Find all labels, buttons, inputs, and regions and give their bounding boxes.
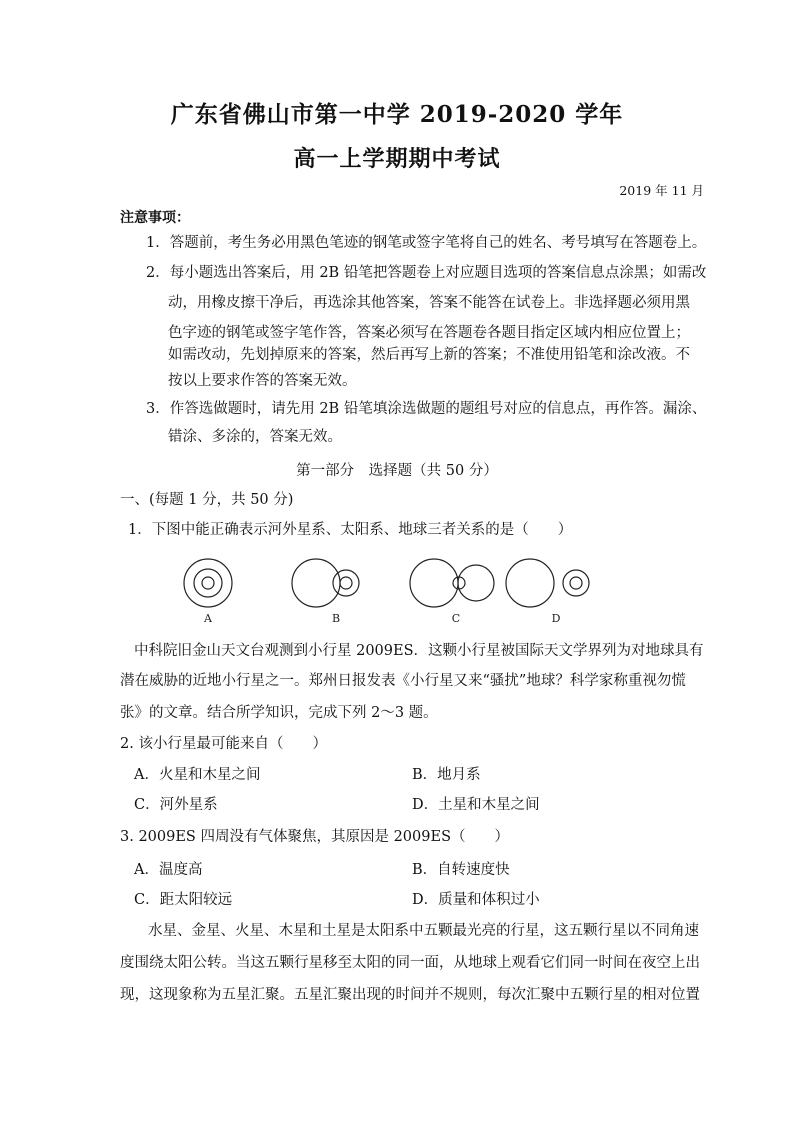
exam-date: 2019 年 11 月: [619, 183, 704, 198]
question-1-figure: [170, 555, 590, 627]
figure-label-c: C: [451, 612, 461, 625]
figure-d-medium-circle: [563, 570, 589, 596]
passage-2-line-3: 现，这现象称为五星汇聚。五星汇聚出现的时间并不规则，每次汇聚中五颗行星的相对位置: [120, 987, 700, 1003]
figure-a-outer-circle: [184, 559, 232, 607]
figure-b-medium-circle: [333, 570, 359, 596]
question-3-option-d: D．质量和体积过小: [412, 892, 540, 908]
exam-title: 广东省佛山市第一中学 2019-2020 学年: [170, 101, 624, 128]
question-2-option-a: A．火星和木星之间: [134, 767, 261, 783]
question-3-option-b: B．自转速度快: [412, 862, 510, 878]
question-1-stem: 1．下图中能正确表示河外星系、太阳系、地球三者关系的是（ ）: [128, 522, 573, 538]
figure-b-small-circle: [340, 577, 352, 589]
figure-a-inner-circle: [202, 577, 214, 589]
passage-2-line-2: 度围绕太阳公转。当这五颗行星移至太阳的同一面，从地球上观看它们同一时间在夜空上出: [120, 955, 700, 971]
question-2-option-c: C．河外星系: [134, 797, 218, 813]
figure-label-b: B: [331, 612, 341, 625]
passage-1-line-1: 中科院旧金山天文台观测到小行星 2009ES．这颗小行星被国际天文学界列为对地球具有: [134, 643, 704, 659]
exam-subtitle: 高一上学期期中考试: [293, 146, 501, 172]
passage-2-line-1: 水星、金星、火星、木星和土星是太阳系中五颗最光亮的行星，这五颗行星以不同角速: [148, 923, 699, 939]
notice-title: 注意事项：: [120, 210, 190, 226]
notice-item-3-line2: 错涂、多涂的，答案无效。: [168, 429, 342, 445]
notice-item-1: 1．答题前，考生务必用黑色笔迹的钢笔或签字笔将自己的姓名、考号填写在答题卷上。: [146, 235, 707, 251]
figure-d-large-circle: [506, 559, 554, 607]
figure-c-left-circle: [410, 559, 458, 607]
figure-label-d: D: [551, 612, 561, 625]
question-2-stem: 2. 该小行星最可能来自（ ）: [120, 736, 327, 752]
passage-1-line-2: 潜在威胁的近地小行星之一。郑州日报发表《小行星又来“骚扰”地球？科学家称重视勿慌: [120, 673, 686, 689]
section-title: 第一部分 选择题（共 50 分）: [296, 463, 498, 479]
notice-item-2-line3: 色字迹的钢笔或签字笔作答，答案必须写在答题卷各题目指定区域内相应位置上；: [168, 325, 690, 341]
figure-a-middle-circle: [194, 569, 222, 597]
question-3-stem: 3. 2009ES 四周没有气体聚焦，其原因是 2009ES（ ）: [120, 829, 509, 845]
notice-item-2-line4: 如需改动，先划掉原来的答案，然后再写上新的答案；不准使用铅笔和涂改液。不: [168, 347, 690, 363]
figure-d-small-circle: [570, 577, 582, 589]
question-3-option-a: A．温度高: [134, 862, 203, 878]
notice-item-2-line5: 按以上要求作答的答案无效。: [168, 373, 357, 389]
question-3-option-c: C．距太阳较远: [134, 892, 233, 908]
notice-item-2-line2: 动，用橡皮擦干净后，再选涂其他答案，答案不能答在试卷上。非选择题必须用黑: [168, 295, 690, 311]
figure-c-right-circle: [458, 565, 494, 601]
question-2-option-b: B．地月系: [412, 767, 481, 783]
passage-1-line-3: 张》的文章。结合所学知识，完成下列 2～3 题。: [120, 705, 438, 721]
notice-item-2: 2．每小题选出答案后，用 2B 铅笔把答题卷上对应题目选项的答案信息点涂黑；如需改: [146, 265, 707, 281]
part-header: 一、(每题 1 分，共 50 分): [120, 492, 294, 508]
notice-item-3: 3．作答选做题时，请先用 2B 铅笔填涂选做题的题组号对应的信息点，再作答。漏涂、: [146, 401, 707, 417]
question-2-option-d: D．土星和木星之间: [412, 797, 540, 813]
figure-label-a: A: [204, 612, 212, 625]
